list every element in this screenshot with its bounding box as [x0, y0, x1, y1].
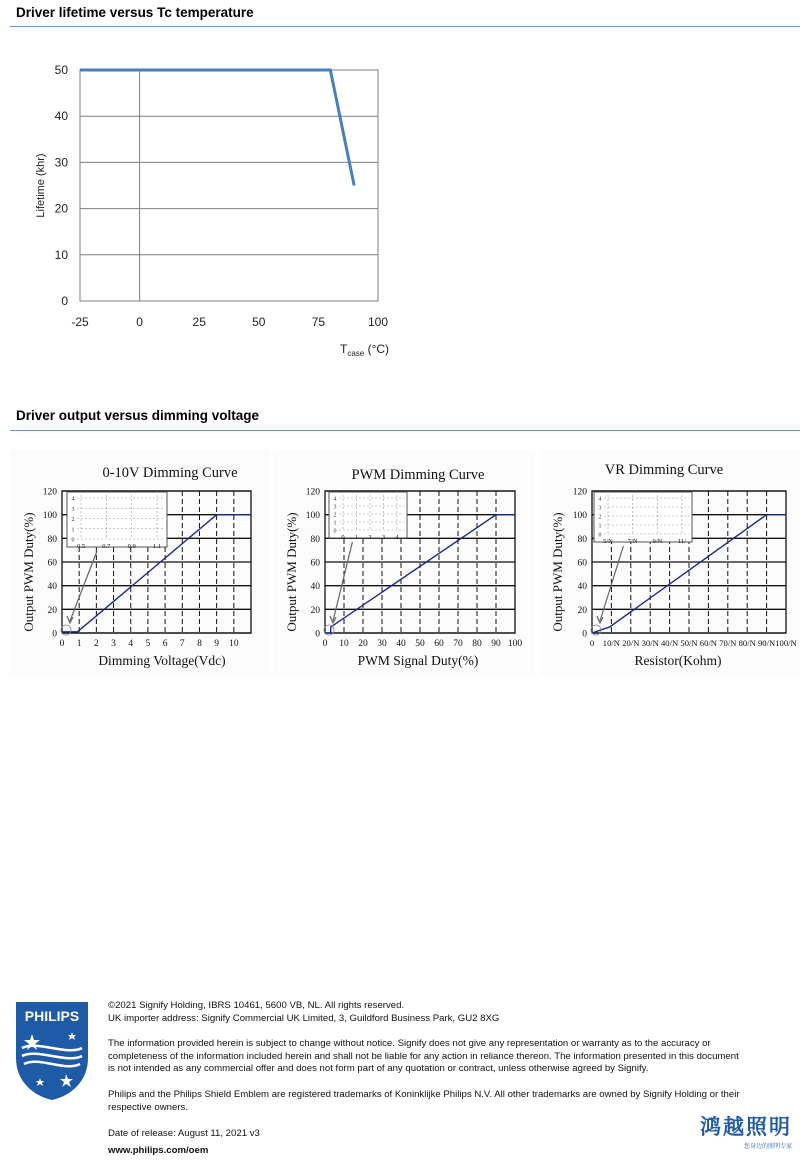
x-tick-label: 0	[589, 638, 595, 648]
x-tick-label: 30/N	[641, 638, 659, 648]
y-tick-label: 0	[582, 629, 587, 640]
x-tick-label: 9	[214, 639, 220, 649]
y-tick-label: 120	[305, 487, 320, 498]
footer-disclaimer	[108, 1038, 748, 1076]
x-tick-label: 70	[453, 639, 463, 649]
y-tick-label: 80	[577, 534, 587, 545]
dimming-pwm-chart	[273, 450, 535, 675]
release-date: Date of release: August 11, 2021 v3	[108, 1128, 260, 1139]
x-tick-label: 20	[358, 639, 368, 649]
x-tick-label: 8	[197, 639, 202, 649]
x-tick-label: 50/N	[680, 638, 698, 648]
inset-x-tick: 9/N	[652, 538, 663, 545]
hongyue-tagline: 您身边的照明专家	[743, 1143, 792, 1150]
hongyue-logo-text: 鸿越照明	[700, 1115, 792, 1139]
y-tick-label: 60	[577, 558, 587, 569]
x-tick-label: 0	[322, 639, 328, 649]
y-tick-label: 20	[310, 605, 320, 616]
y-tick-label: 30	[54, 155, 68, 170]
x-axis-label: PWM Signal Duty(%)	[357, 653, 479, 668]
inset-y-tick: 3	[598, 505, 602, 512]
x-tick-label: 100	[507, 639, 523, 649]
y-tick-label: 20	[577, 605, 587, 616]
y-tick-label: 80	[47, 534, 57, 545]
y-tick-label: 120	[42, 487, 57, 498]
inset-y-tick: 1	[333, 520, 337, 527]
footer-copyright	[108, 1000, 748, 1025]
x-tick-label: 80	[472, 639, 482, 649]
trademark-text: Philips and the Philips Shield Emblem are registered trademarks of Koninklijke Philips N.V. All other trademarks are owned by Signify Holding or their respective owners.	[108, 1089, 740, 1113]
section-divider	[10, 430, 800, 431]
x-tick-label: 2	[93, 639, 99, 649]
y-tick-label: 40	[54, 109, 68, 124]
x-tick-label: 0	[59, 639, 65, 649]
inset-y-tick: 4	[333, 496, 337, 503]
y-tick-label: 80	[310, 534, 320, 545]
inset-x-tick: 5/N	[603, 538, 613, 545]
y-tick-label: 50	[54, 63, 68, 77]
x-tick-label: 10	[229, 639, 239, 649]
x-tick-label: 3	[111, 639, 116, 649]
x-tick-label: 30	[377, 639, 387, 649]
x-tick-label: 5	[145, 639, 151, 649]
x-tick-label: 60/N	[699, 638, 717, 648]
y-tick-label: 100	[305, 511, 320, 522]
x-axis-label: Resistor(Kohm)	[634, 653, 722, 668]
chart-title: 0-10V Dimming Curve	[102, 465, 238, 481]
y-tick-label: 40	[577, 582, 587, 593]
x-tick-label: 7	[179, 639, 185, 649]
lifetime-chart	[0, 40, 420, 370]
inset-y-tick: 0	[598, 532, 602, 539]
x-tick-label: 90	[491, 639, 501, 649]
y-tick-label: 60	[310, 558, 320, 569]
y-tick-label: 120	[572, 487, 587, 498]
y-axis-label: Output PWM Duty(%)	[550, 512, 565, 632]
inset-y-tick: 3	[333, 504, 337, 511]
y-axis-label: Output PWM Duty(%)	[21, 512, 36, 632]
x-axis-label: Dimming Voltage(Vdc)	[98, 653, 226, 668]
inset-y-tick: 2	[71, 517, 75, 523]
inset-x-tick: 2	[368, 534, 372, 541]
y-tick-label: 0	[61, 294, 68, 308]
inset-y-tick: 2	[598, 514, 602, 521]
inset-x-tick: 0	[341, 534, 345, 541]
inset-frame	[329, 492, 407, 538]
inset-x-tick: 1.1	[152, 543, 162, 550]
x-tick-label: 50	[415, 639, 425, 649]
footer-trademark	[108, 1089, 748, 1114]
x-tick-label: 90/N	[758, 638, 776, 648]
inset-x-tick: 4	[395, 534, 399, 541]
x-tick-label: 10/N	[602, 638, 620, 648]
inset-frame	[594, 492, 692, 542]
y-tick-label: 40	[310, 582, 320, 593]
inset-y-tick: 1	[598, 523, 602, 530]
y-tick-label: 40	[47, 582, 57, 593]
inset-x-tick: 0.5	[76, 543, 86, 550]
y-tick-label: 60	[47, 558, 57, 569]
inset-y-tick: 0	[71, 537, 75, 544]
lifetime-series-line	[80, 70, 354, 186]
x-tick-label: 40	[396, 639, 406, 649]
footer-website	[108, 1145, 748, 1158]
x-tick-label: 75	[311, 315, 326, 329]
inset-y-tick: 4	[71, 496, 75, 503]
x-tick-label: 80/N	[738, 638, 756, 648]
x-tick-label: 100/N	[775, 638, 797, 648]
inset-x-tick: 0.7	[102, 543, 111, 550]
lifetime-section-title: Driver lifetime versus Tc temperature	[16, 5, 254, 20]
y-axis-label: Lifetime (khr)	[35, 153, 47, 218]
inset-y-tick: 0	[333, 528, 337, 535]
inset-x-tick: 3	[381, 534, 386, 541]
dimming-0-10v-chart	[10, 450, 270, 675]
x-tick-label: 50	[252, 315, 266, 329]
x-tick-label: 1	[76, 639, 82, 649]
dimming-section-title: Driver output versus dimming voltage	[16, 408, 260, 423]
y-axis-label: Output PWM Duty(%)	[284, 512, 299, 632]
x-tick-label: 70/N	[719, 638, 737, 648]
philips-shield-logo	[12, 998, 92, 1102]
x-tick-label: 4	[128, 639, 134, 649]
x-tick-label: 100	[367, 315, 389, 329]
website-link[interactable]: www.philips.com/oem	[108, 1145, 209, 1156]
x-tick-label: 0	[136, 315, 143, 329]
x-tick-label: 25	[192, 315, 206, 329]
dimming-vr-chart	[540, 450, 800, 675]
x-axis-label: $T_{case}$ (°C)	[340, 342, 390, 358]
y-tick-label: 0	[52, 629, 57, 640]
disclaimer-text: The information provided herein is subject to change without notice. Signify does not give any representation or warranty as to the accuracy or completeness of the information included herein and shall not be liable for any action in reliance thereon. The information presented in this document is not intended as any commercial offer and does not form part of any quotation or contract, unless otherwise agreed by Signify.	[108, 1038, 739, 1075]
x-tick-label: -25	[71, 315, 89, 329]
philips-wordmark: PHILIPS	[24, 1008, 80, 1024]
chart-title: VR Dimming Curve	[604, 462, 724, 478]
section-divider	[10, 26, 800, 27]
inset-y-tick: 4	[598, 496, 602, 503]
inset-y-tick: 1	[71, 527, 75, 534]
copyright-text: ©2021 Signify Holding, IBRS 10461, 5600 VB, NL. All rights reserved.	[108, 1000, 405, 1011]
x-tick-label: 20/N	[622, 638, 640, 648]
importer-text: UK importer address: Signify Commercial UK Limited, 3, Guildford Business Park, GU2 8XG	[108, 1012, 500, 1024]
inset-x-tick: 1	[354, 534, 359, 541]
y-tick-label: 0	[315, 629, 320, 640]
x-tick-label: 60	[434, 639, 444, 649]
y-tick-label: 100	[572, 511, 587, 522]
x-tick-label: 6	[162, 639, 168, 649]
hongyue-logo	[700, 1111, 792, 1150]
inset-x-tick: 7/N	[627, 538, 638, 545]
plot-frame	[80, 70, 378, 301]
y-tick-label: 10	[54, 247, 68, 262]
inset-y-tick: 2	[333, 512, 337, 519]
y-tick-label: 100	[42, 511, 57, 522]
x-tick-label: 40/N	[661, 638, 679, 648]
inset-x-tick: 11/	[677, 538, 687, 545]
x-tick-label: 10	[339, 639, 349, 649]
y-tick-label: 20	[47, 605, 57, 616]
footer-release	[108, 1128, 748, 1141]
inset-x-tick: 0.9	[127, 543, 136, 550]
chart-title: PWM Dimming Curve	[351, 467, 485, 483]
y-tick-label: 20	[54, 201, 68, 216]
inset-y-tick: 3	[71, 506, 75, 513]
